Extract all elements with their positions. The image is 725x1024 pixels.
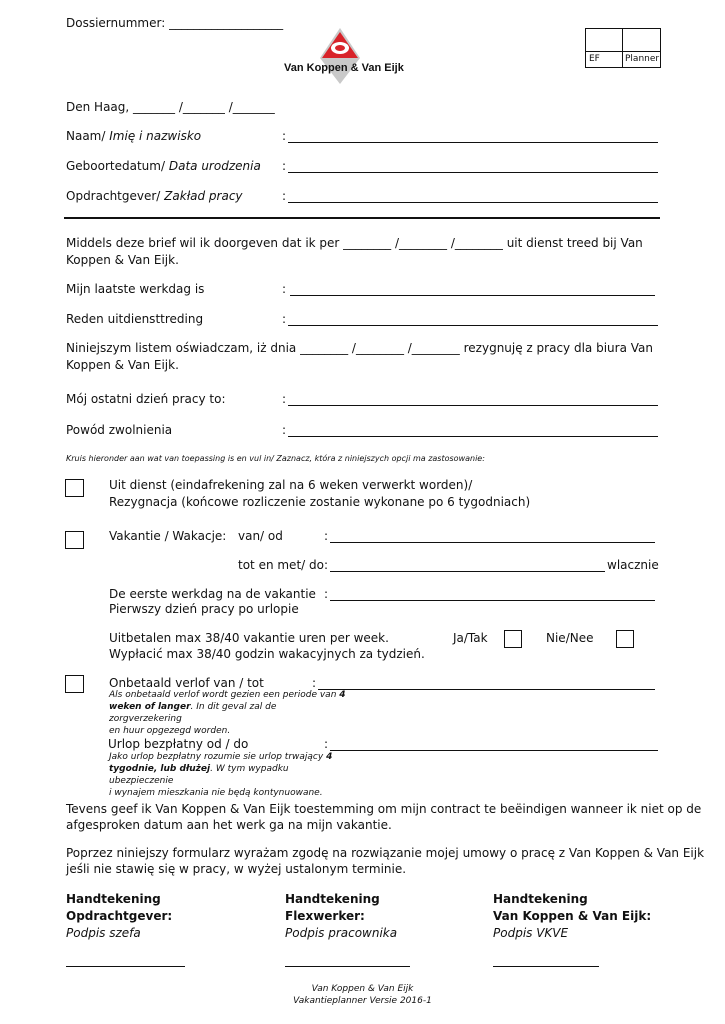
vacation-to-label: tot en met/ do	[238, 558, 324, 572]
last-day-pl-colon: :	[282, 392, 287, 406]
signature-vkve: Handtekening Van Koppen & Van Eijk: Podpis VKVE	[493, 892, 652, 940]
option-resign-checkbox[interactable]	[65, 479, 84, 497]
table-col-planner: Planner	[625, 54, 660, 64]
vacation-from-label: van/ od	[238, 529, 283, 543]
name-label: Naam/ Imię i nazwisko	[66, 129, 202, 143]
vacation-from-input-line[interactable]	[330, 542, 655, 543]
last-day-nl-input-line[interactable]	[290, 295, 655, 296]
name-colon: :	[282, 129, 287, 143]
reason-pl-input-line[interactable]	[288, 436, 658, 437]
instruction-text: Kruis hieronder aan wat van toepassing is en vul in/ Zaznacz, która z niniejszych opcji ma zastosowanie:	[66, 454, 485, 463]
company-name: Van Koppen & Van Eijk	[284, 62, 404, 74]
last-day-nl-colon: :	[282, 282, 287, 296]
vacation-from-colon: :	[324, 529, 329, 543]
consent-pl-line2: jeśli nie stawię się w pracy, w wyżej ustalonym terminie.	[66, 862, 407, 876]
company-logo-icon	[318, 28, 362, 84]
option-unpaid-leave-checkbox[interactable]	[65, 675, 84, 693]
first-day-pl-label: Pierwszy dzień pracy po urlopie	[109, 602, 299, 616]
vacation-to-colon: :	[324, 558, 329, 572]
signature-flexworker: Handtekening Flexwerker: Podpis pracownika	[285, 892, 398, 940]
dossier-number-label: Dossiernummer: ___________________	[66, 16, 284, 30]
last-day-nl-label: Mijn laatste werkdag is	[66, 282, 205, 296]
resign-nl-line1: Middels deze brief wil ik doorgeven dat ik per ________ /________ /________ uit dienst treed bij Van	[66, 236, 643, 250]
reason-nl-colon: :	[282, 312, 287, 326]
payout-yes-label: Ja/Tak	[453, 631, 488, 645]
option-resign-pl: Rezygnacja (końcowe rozliczenie zostanie wykonane po 6 tygodniach)	[109, 495, 531, 509]
option-resign-nl: Uit dienst (eindafrekening zal na 6 weken verwerkt worden)/	[109, 478, 473, 492]
resign-pl-line2: Koppen & Van Eijk.	[66, 358, 179, 372]
signature-vkve-line[interactable]	[493, 966, 599, 967]
payout-no-label: Nie/Nee	[546, 631, 594, 645]
unpaid-leave-nl-input-line[interactable]	[318, 689, 655, 690]
unpaid-leave-nl-label: Onbetaald verlof van / tot	[109, 676, 264, 690]
last-day-pl-input-line[interactable]	[288, 405, 658, 406]
section-divider	[64, 217, 660, 219]
footer-company: Van Koppen & Van Eijk	[311, 984, 414, 994]
table-col-ef: EF	[589, 54, 600, 64]
dob-label: Geboortedatum/ Data urodzenia	[66, 159, 261, 173]
vacation-label: Vakantie / Wakacje:	[109, 529, 227, 543]
dob-colon: :	[282, 159, 287, 173]
payout-pl: Wypłacić max 38/40 godzin wakacyjnych za tydzień.	[109, 647, 425, 661]
resign-nl-line2: Koppen & Van Eijk.	[66, 253, 179, 267]
unpaid-leave-pl-input-line[interactable]	[330, 750, 658, 751]
first-day-nl-label: De eerste werkdag na de vakantie	[109, 587, 316, 601]
unpaid-leave-nl-note: Als onbetaald verlof wordt gezien een periode van 4 weken of langer. In dit geval zal de zorgverzekering en huur opgezegd worden.	[109, 690, 346, 736]
vacation-to-input-line[interactable]	[330, 571, 605, 572]
first-day-input-line[interactable]	[330, 600, 655, 601]
reason-pl-label: Powód zwolnienia	[66, 423, 173, 437]
unpaid-leave-pl-label: Urlop bezpłatny od / do	[108, 737, 249, 751]
place-date-field[interactable]: Den Haag, _______ /_______ /_______	[66, 100, 275, 114]
consent-pl-line1: Poprzez niniejszy formularz wyrażam zgodę na rozwiązanie mojej umowy o pracę z Van Koppen & Van Eijk	[66, 846, 705, 860]
resign-pl-line1: Niniejszym listem oświadczam, iż dnia ________ /________ /________ rezygnuję z pracy dla biura Van	[66, 341, 653, 355]
signature-flexworker-line[interactable]	[285, 966, 410, 967]
vacation-inclusive: wlacznie	[607, 558, 659, 572]
unpaid-leave-pl-note: Jako urlop bezpłatny rozumie sie urlop trwający 4 tygodnie, lub dłużej. W tym wypadku ubezpieczenie i wynajem mieszkania nie będą kontynuowane.	[109, 752, 333, 798]
reason-pl-colon: :	[282, 423, 287, 437]
payout-yes-checkbox[interactable]	[504, 630, 522, 648]
employer-colon: :	[282, 189, 287, 203]
employer-input-line[interactable]	[288, 202, 658, 203]
consent-nl-line1: Tevens geef ik Van Koppen & Van Eijk toestemming om mijn contract te beëindigen wanneer ik niet op de	[66, 802, 702, 816]
unpaid-leave-nl-colon: :	[312, 676, 317, 690]
payout-nl: Uitbetalen max 38/40 vakantie uren per week.	[109, 631, 389, 645]
dob-input-line[interactable]	[288, 172, 658, 173]
employer-label: Opdrachtgever/ Zakład pracy	[66, 189, 243, 203]
consent-nl-line2: afgesproken datum aan het werk ga na mijn vakantie.	[66, 818, 392, 832]
reason-nl-input-line[interactable]	[288, 325, 658, 326]
signature-employer: Handtekening Opdrachtgever: Podpis szefa	[66, 892, 173, 940]
footer-version: Vakantieplanner Versie 2016-1	[293, 996, 432, 1006]
first-day-colon: :	[324, 587, 329, 601]
payout-no-checkbox[interactable]	[616, 630, 634, 648]
office-use-table	[585, 28, 661, 68]
last-day-pl-label: Mój ostatni dzień pracy to:	[66, 392, 226, 406]
name-input-line[interactable]	[288, 142, 658, 143]
option-vacation-checkbox[interactable]	[65, 531, 84, 549]
unpaid-leave-pl-colon: :	[324, 737, 329, 751]
signature-employer-line[interactable]	[66, 966, 185, 967]
reason-nl-label: Reden uitdiensttreding	[66, 312, 204, 326]
